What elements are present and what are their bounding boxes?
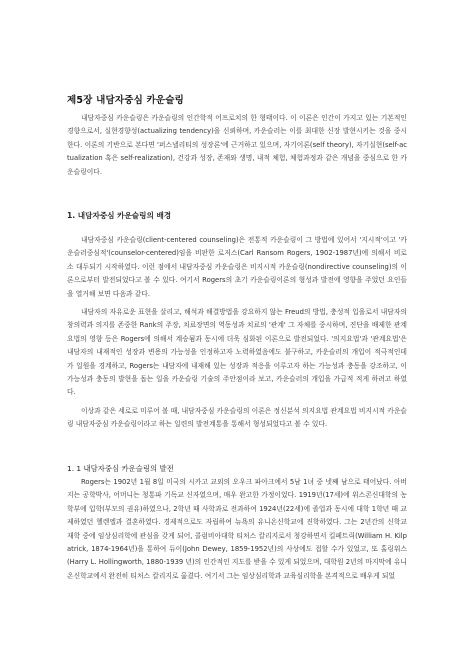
section-paragraph-3: 이상과 같은 세로로 미루어 볼 때, 내담자중심 카운슬링의 이론은 정신분석 의지요법 관계요법 비지시적 카운슬링 내담자중심 카운슬링이라고 하는 일련의 발전계통을 통해서 형성되었다고 볼 수 있다. — [67, 407, 407, 429]
subsection-paragraph-1: Rogers는 1902년 1월 8일 미국의 시카고 교외의 오우크 파아크에서 5남 1녀 중 넷째 남으로 태어났다. 아버지는 공학박사, 어머니는 청통파 기독교 신자였으며, 매우 완고한 가정이었다. 1919년(17세)에 위스콘신대학의 농학부에 입학(부모의 권유)하였으나, 2학년 때 사학과로 전과하여 1924년(22세)에 졸업과 동시에 대학 1학년 때 교제하였던 헬렌엘과 결혼하였다. 경제적으로도 자립하여 뉴욕의 유니온신학교에 진학하였다. 그는 2년간의 신학교 재학 중에 임상심리학에 관심을 갖게 되어, 콜럼비아대학 티처스 칼리지로서 청강하면서 킬페트릭(William H. Kilpatrick, 1874-1964년)을 통하여 듀이(John Dewey, 1859-1952년)의 사상에도 접할 수가 있었고, 또 홀링워스(Harry L. Hollingworth, 1880-1939 년)의 인간적인 지도를 받을 수 있게 되었으며, 대학원 2년의 마지막에 유니온신학교에서 완전히 티처스 칼리지로 옮겼다. 여기서 그는 임상심리학과 교육심리학을 본격적으로 배우게 되었 — [67, 478, 407, 580]
subsection-title: 1. 1 내담자중심 카운슬링의 발전 — [67, 464, 174, 473]
section-title: 1. 내담자중심 카운슬링의 배경 — [67, 211, 172, 220]
section-paragraph-2: 내담자의 자유로운 표현을 살리고, 해석과 해결방법을 강요하지 않는 Freud의 방법, 충성적 입을로서 내담자의 창의력과 의지를 존중한 Rank의 주장, 치료장면의 역동성과 치료의 '관계' 그 자체를 중시하며, 진단을 배제한 관계요법의 영향 등은 Rogers에 의해서 계승됨과 동시에 더욱 심화된 이론으로 발전되었다. '의지요법'과 '관계요법'은 내담자의 내재적인 성장과 변용의 가능성을 인정하고자 노력하였음에도 불구하고, 카운슬러의 개입이 적극적인데 가 일원을 경계하고, Rogers는 내담자에 내재해 있는 성장과 적응을 이루고자 하는 가능성과 충동을 강조하고, 이 가능성과 충동의 발현을 돕는 일을 카운슬링 기술의 주안점이라 보고, 카운슬러의 개입을 가급적 적게 하려고 하였다. — [67, 308, 407, 397]
section-paragraph-1: 내담자중심 카운슬링(client-centered counseling)은 전통적 카운슬링이 그 방법에 있어서 '지시적'이고 '카운슬러중심적'(counselor-centered)임을 비판한 로저스(Carl Ransom Rogers, 1902-1987년)에 의해서 비로소 대두되기 시작하였다. 이런 점에서 내담자중심 카운슬링은 비지시적 카운슬링(nondirective counseling)의 이론으로부터 발전되었다고 볼 수 있다. 여기서 Rogers의 초기 카운슬링이론의 형성과 발전에 영향을 주었던 요인들을 열거해 보면 다음과 같다. — [67, 236, 407, 298]
intro-paragraph: 내담자중심 카운슬링은 카운슬링의 인간학적 어프로치의 한 형태이다. 이 이론은 인간이 가지고 있는 기본적인 경향으로서, 실현경향성(actualizing tendency)을 신뢰하며, 카운슬러는 이를 최대한 신장 발현시키는 것을 중시한다. 이론의 기반으로 본다면 '퍼스낼리티의 성장론'에 근거하고 있으며, 자기이론(self theory), 자기실현(self-actualization 혹은 self-realization), 건강과 성장, 존재와 생명, 내적 체험, 체험과정과 같은 개념을 중심으로 한 카운슬링이다. — [67, 114, 407, 176]
chapter-title: 제5장 내담자중심 카운슬링 — [67, 95, 184, 106]
